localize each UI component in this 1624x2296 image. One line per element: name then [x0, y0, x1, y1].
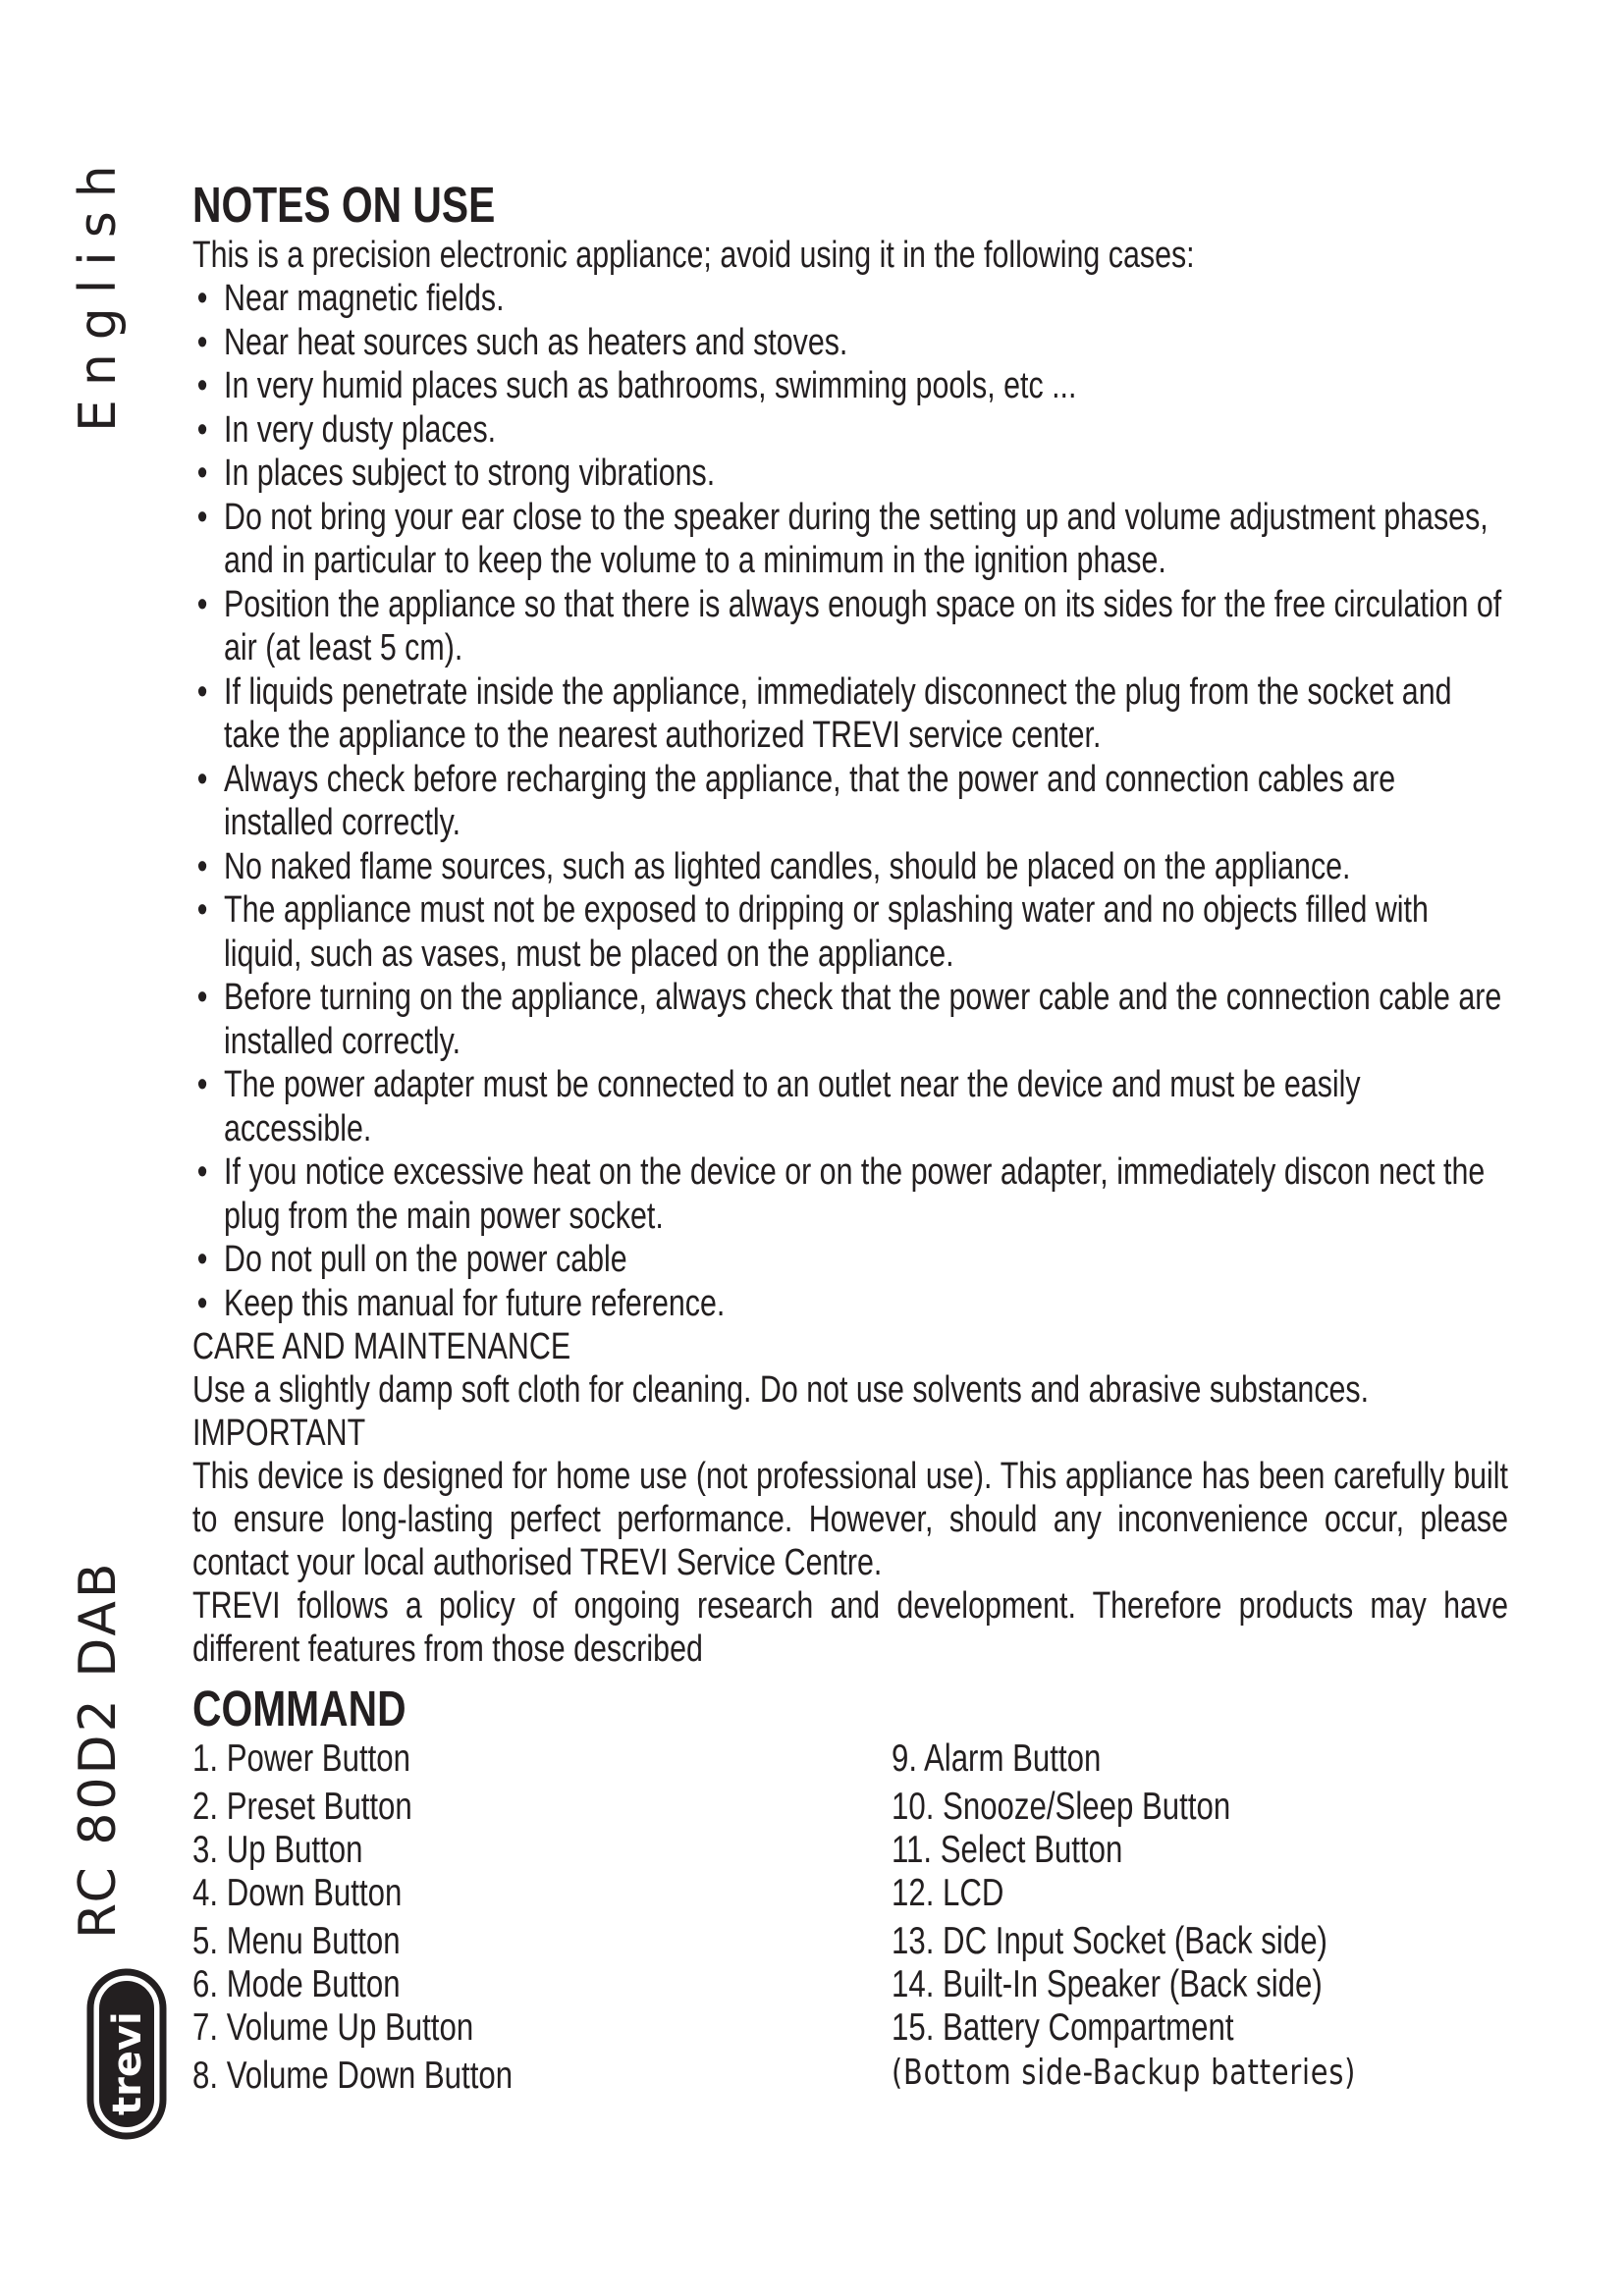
list-item: 7. Volume Up Button [192, 2006, 474, 2049]
list-item: • Do not pull on the power cable [192, 1238, 1508, 1282]
notes-intro: This is a precision electronic appliance; avoid using it in the following cases: [192, 235, 1195, 276]
trevi-logo [86, 1968, 167, 2140]
model-label: RC 80D2 DAB [69, 1560, 128, 1939]
policy-text: TREVI follows a policy of ongoing research and development. Therefore products may have different features from those described [192, 1585, 1508, 1670]
list-item: 4. Down Button [192, 1872, 403, 1914]
list-item: • No naked flame sources, such as lighted candles, should be placed on the appliance. [192, 845, 1508, 889]
list-item: 6. Mode Button [192, 1963, 401, 2005]
list-item: • Before turning on the appliance, always check that the power cable and the connection cable are installed correctly. [192, 976, 1508, 1063]
list-item: 1. Power Button [192, 1737, 410, 1780]
list-item: 13. DC Input Socket (Back side) [892, 1920, 1327, 1962]
command-column-left [192, 1737, 892, 2098]
main-content [192, 177, 1508, 2098]
notes-list [192, 277, 1508, 1325]
list-item: • If you notice excessive heat on the device or on the power adapter, immediately discon nect the plug from the main power socket. [192, 1150, 1508, 1238]
list-item: • The appliance must not be exposed to dripping or splashing water and no objects filled with liquid, such as vases, must be placed on the appliance. [192, 888, 1508, 976]
list-item: • If liquids penetrate inside the appliance, immediately disconnect the plug from the socket and take the appliance to the nearest authorized TREVI service center. [192, 670, 1508, 758]
command-title: COMMAND [192, 1681, 406, 1736]
list-item: • Position the appliance so that there is always enough space on its sides for the free circulation of air (at least 5 cm). [192, 583, 1508, 670]
list-item: 12. LCD [892, 1872, 1004, 1914]
list-item: • In very dusty places. [192, 408, 1508, 453]
list-item: 15. Battery Compartment [892, 2006, 1234, 2049]
language-label: English [69, 151, 128, 432]
care-text: Use a slightly damp soft cloth for cleaning. Do not use solvents and abrasive substances. [192, 1369, 1370, 1411]
battery-note: (Bottom side-Backup batteries) [892, 2053, 1357, 2093]
command-column-right [892, 1737, 1504, 2098]
list-item: 9. Alarm Button [892, 1737, 1102, 1780]
list-item: • Keep this manual for future reference. [192, 1282, 1508, 1326]
important-title: IMPORTANT [192, 1413, 366, 1454]
list-item: • Do not bring your ear close to the speaker during the setting up and volume adjustment phases, and in particular to keep the volume to a minimum in the ignition phase. [192, 496, 1508, 583]
brand-name: trevi [105, 2011, 150, 2115]
list-item: • Near heat sources such as heaters and stoves. [192, 321, 1508, 365]
care-title: CARE AND MAINTENANCE [192, 1326, 571, 1367]
list-item: • The power adapter must be connected to an outlet near the device and must be easily accessible. [192, 1063, 1508, 1150]
command-list [192, 1737, 1508, 2098]
list-item: • Always check before recharging the appliance, that the power and connection cables are installed correctly. [192, 758, 1508, 845]
list-item: • Near magnetic fields. [192, 277, 1508, 321]
list-item: 10. Snooze/Sleep Button [892, 1786, 1231, 1828]
list-item: 14. Built-In Speaker (Back side) [892, 1963, 1323, 2005]
list-item: 2. Preset Button [192, 1786, 412, 1828]
list-item: 3. Up Button [192, 1829, 363, 1871]
list-item: • In places subject to strong vibrations. [192, 452, 1508, 496]
important-text: This device is designed for home use (not professional use). This appliance has been carefully built to ensure long-lasting perfect performance. However, should any inconvenience occur, please contact your local authorised TREVI Service Centre. [192, 1456, 1508, 1583]
list-item: 8. Volume Down Button [192, 2055, 514, 2097]
list-item: 11. Select Button [892, 1829, 1123, 1871]
list-item: 5. Menu Button [192, 1920, 401, 1962]
notes-title: NOTES ON USE [192, 177, 496, 233]
list-item: • In very humid places such as bathrooms, swimming pools, etc ... [192, 364, 1508, 408]
